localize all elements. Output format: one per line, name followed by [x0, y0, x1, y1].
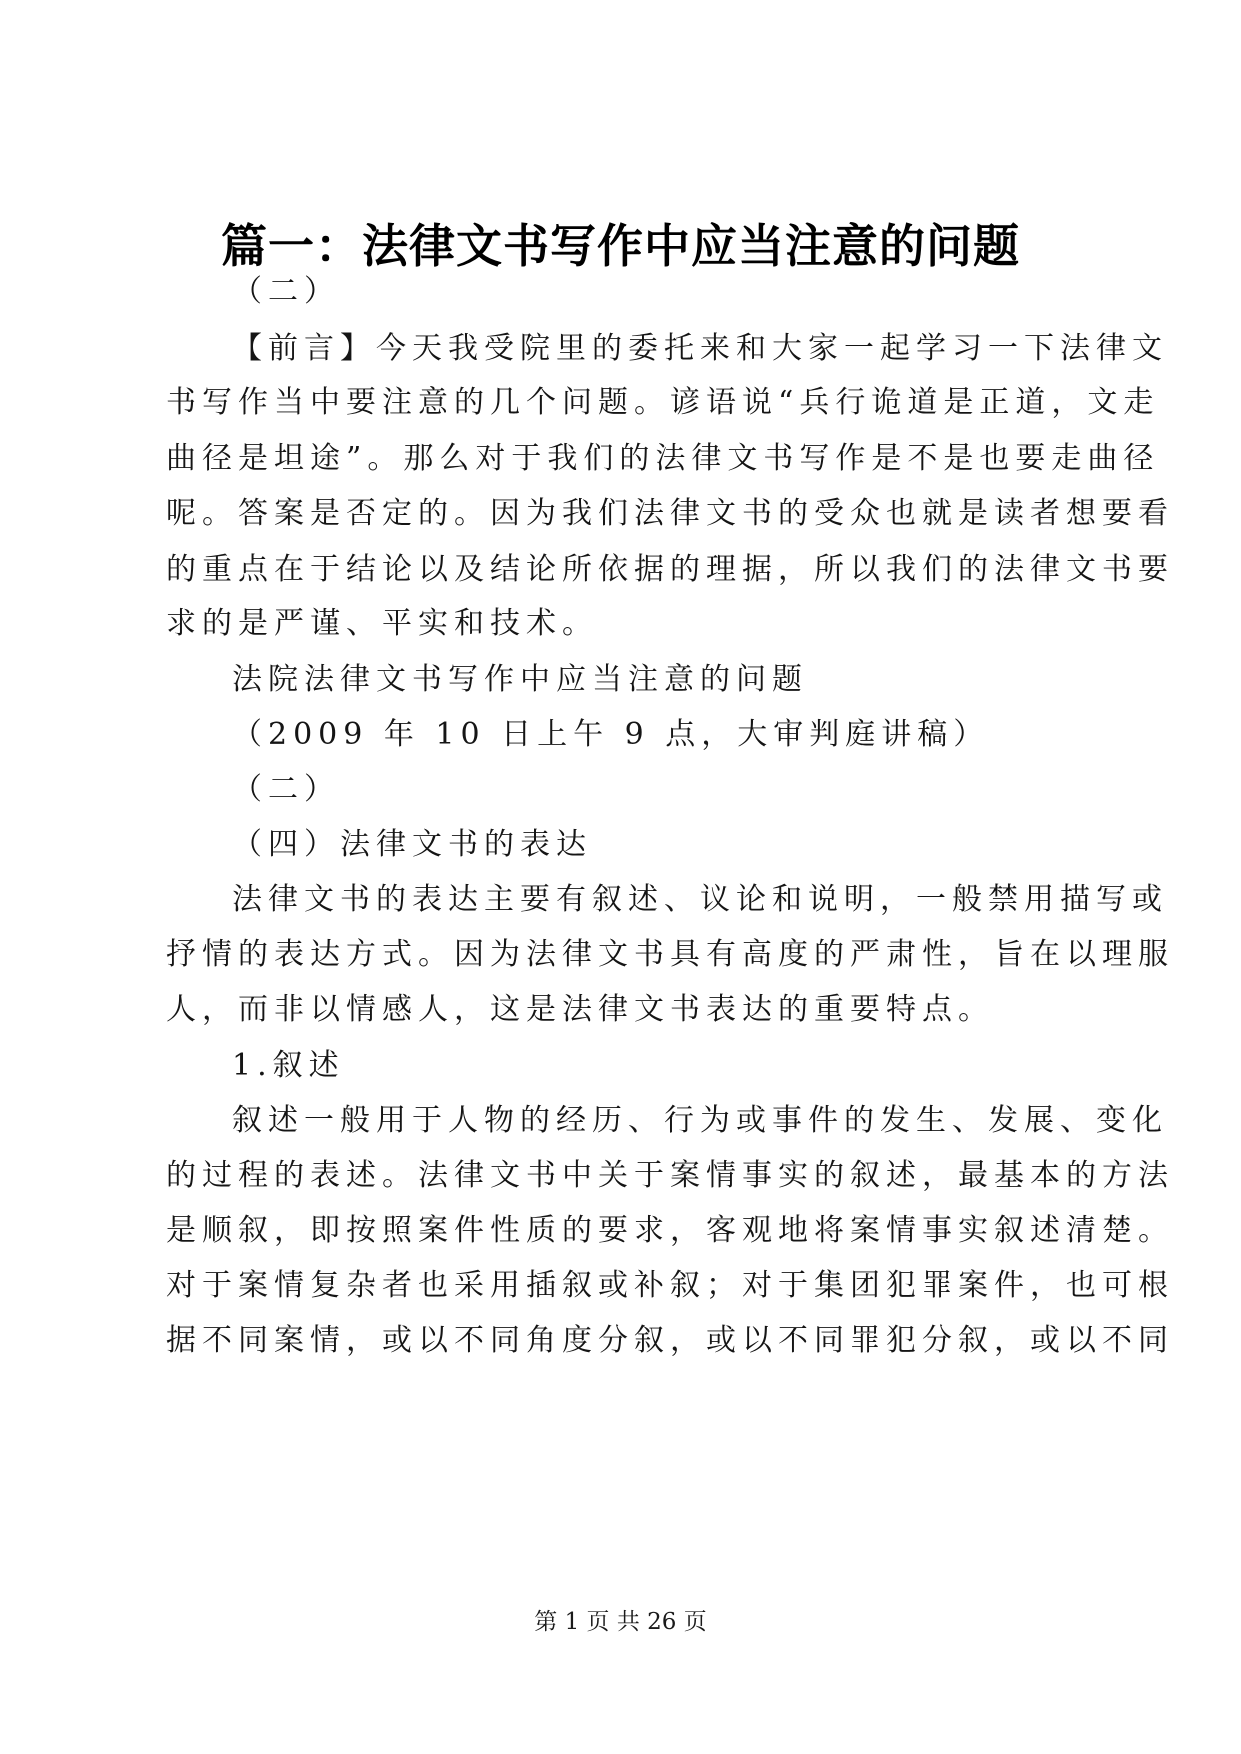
paragraph-line: 的过程的表述。法律文书中关于案情事实的叙述，最基本的方法	[166, 1158, 1174, 1193]
paragraph-line: 【前言】今天我受院里的委托来和大家一起学习一下法律文	[232, 331, 1168, 366]
paragraph-line: 1.叙述	[232, 1048, 345, 1083]
paragraph-line: 人，而非以情感人，这是法律文书表达的重要特点。	[166, 992, 994, 1027]
document-title: 篇一：法律文书写作中应当注意的问题	[221, 219, 1020, 273]
paragraph-line: 法院法律文书写作中应当注意的问题	[232, 662, 808, 697]
paragraph-line: 书写作当中要注意的几个问题。谚语说“兵行诡道是正道，文走	[166, 385, 1160, 420]
paragraph-line: 是顺叙，即按照案件性质的要求，客观地将案情事实叙述清楚。	[166, 1213, 1174, 1248]
paragraph-line: 曲径是坦途”。那么对于我们的法律文书写作是不是也要走曲径	[166, 441, 1160, 476]
paragraph-line: 叙述一般用于人物的经历、行为或事件的发生、发展、变化	[232, 1103, 1168, 1138]
page-number-footer: 第 1 页 共 26 页	[534, 1609, 707, 1635]
paragraph-line: （二）	[232, 274, 340, 309]
paragraph-line: 法律文书的表达主要有叙述、议论和说明，一般禁用描写或	[232, 882, 1168, 917]
paragraph-line: 抒情的表达方式。因为法律文书具有高度的严肃性，旨在以理服	[166, 937, 1174, 972]
paragraph-line: （四）法律文书的表达	[232, 827, 592, 862]
paragraph-line: 据不同案情，或以不同角度分叙，或以不同罪犯分叙，或以不同	[166, 1323, 1174, 1358]
paragraph-line: 对于案情复杂者也采用插叙或补叙；对于集团犯罪案件，也可根	[166, 1268, 1174, 1303]
paragraph-line: （2009 年 10 日上午 9 点，大审判庭讲稿）	[232, 717, 990, 752]
paragraph-line: （二）	[232, 772, 340, 807]
paragraph-line: 的重点在于结论以及结论所依据的理据，所以我们的法律文书要	[166, 552, 1174, 587]
paragraph-line: 求的是严谨、平实和技术。	[166, 606, 598, 641]
paragraph-line: 呢。答案是否定的。因为我们法律文书的受众也就是读者想要看	[166, 496, 1174, 531]
